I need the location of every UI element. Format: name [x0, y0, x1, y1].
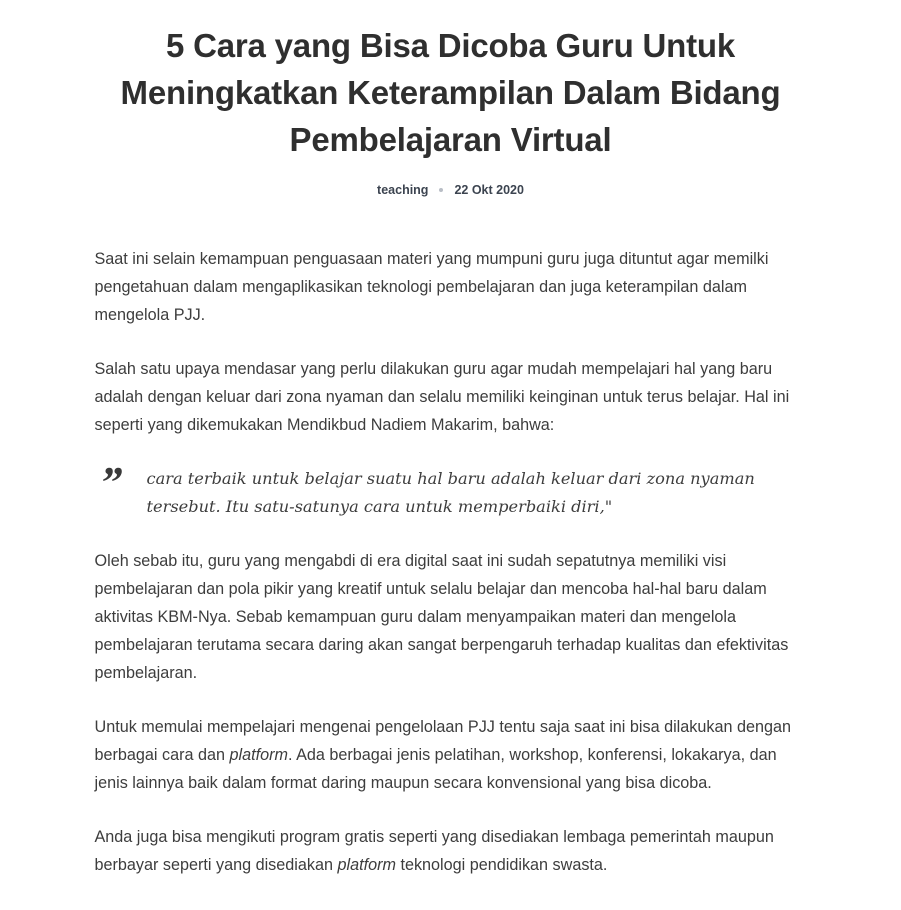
blockquote: [95, 458, 807, 521]
quote-mark-icon: ”: [95, 458, 122, 507]
paragraph-text: . Ada berbagai jenis pelatihan, workshop, konferensi, lokakarya, dan jenis lainnya baik dalam format daring maupun secara konvensional yang bisa dicoba.: [94, 746, 777, 792]
article: [95, 0, 807, 879]
paragraph: Oleh sebab itu, guru yang mengabdi di era digital saat ini sudah sepatutnya memiliki visi pembelajaran dan pola pikir yang kreatif untuk selalu belajar dan mencoba hal-hal baru dalam aktivitas KBM-Nya. Sebab kemampuan guru dalam menyampaikan materi dan mengelola pembelajaran terutama secara daring akan sangat berpengaruh terhadap kualitas dan efektivitas pembelajaran.: [94, 552, 789, 682]
article-title: 5 Cara yang Bisa Dicoba Guru Untuk Meningkatkan Keterampilan Dalam Bidang Pembelajaran Virtual: [120, 27, 781, 158]
emphasis-text: platform: [337, 856, 396, 874]
emphasis-text: platform: [229, 746, 288, 764]
separator-dot-icon: [439, 188, 443, 192]
paragraph: [95, 823, 807, 879]
publish-date: 22 Okt 2020: [454, 183, 524, 197]
article-meta: [95, 183, 807, 197]
quote-text: cara terbaik untuk belajar suatu hal baru adalah keluar dari zona nyaman tersebut. Itu satu-satunya cara untuk memperbaiki diri,": [146, 469, 755, 516]
category-link[interactable]: teaching: [377, 183, 429, 197]
paragraph: Salah satu upaya mendasar yang perlu dilakukan guru agar mudah mempelajari hal yang baru adalah dengan keluar dari zona nyaman dan selalu memiliki keinginan untuk terus belajar. Hal ini seperti yang dikemukakan Mendikbud Nadiem Makarim, bahwa:: [94, 360, 790, 434]
article-content: [95, 245, 807, 879]
paragraph-text: Anda juga bisa mengikuti program gratis seperti yang disediakan lembaga pemerintah maupun berbayar seperti yang disediakan: [94, 828, 774, 874]
paragraph-text: Untuk memulai mempelajari mengenai pengelolaan PJJ tentu saja saat ini bisa dilakukan dengan berbagai cara dan: [94, 718, 791, 764]
paragraph: Saat ini selain kemampuan penguasaan materi yang mumpuni guru juga dituntut agar memilki pengetahuan dalam mengaplikasikan teknologi pembelajaran dan juga keterampilan dalam mengelola PJJ.: [94, 250, 769, 324]
paragraph-text: teknologi pendidikan swasta.: [395, 856, 608, 874]
paragraph: [95, 713, 807, 797]
